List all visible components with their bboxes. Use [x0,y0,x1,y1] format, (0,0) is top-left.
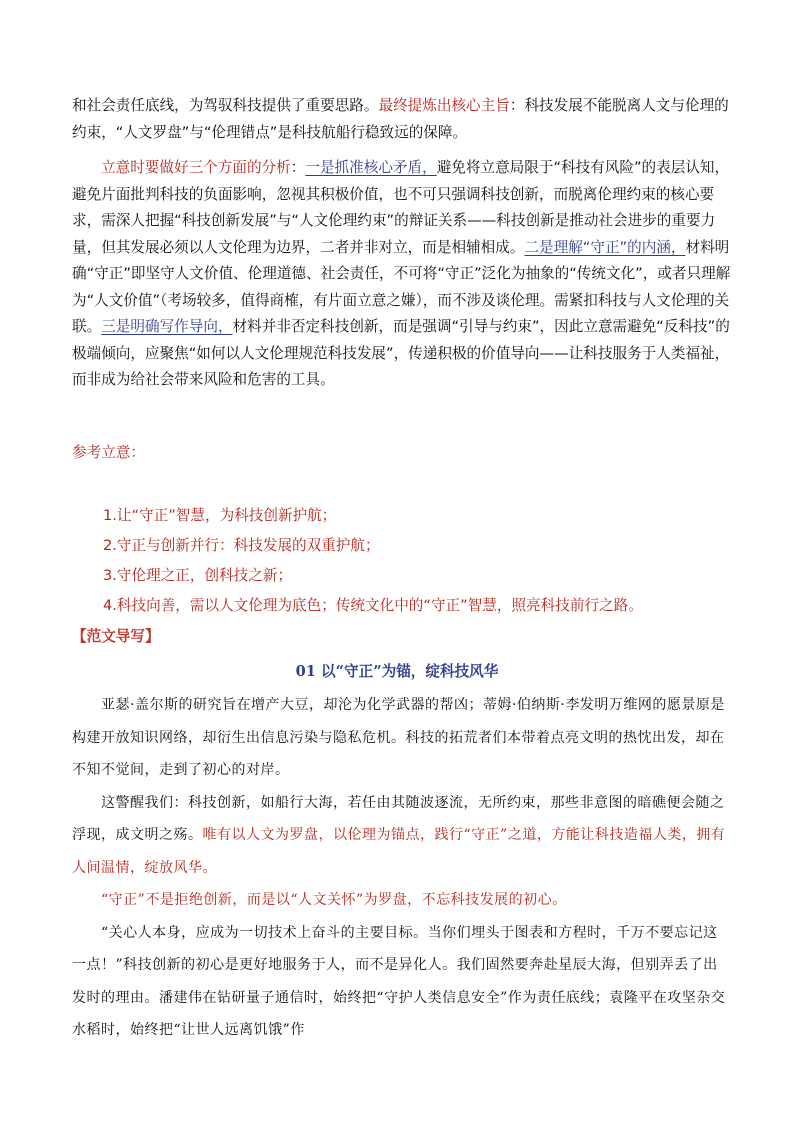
essay-thesis: 唯有以人文为罗盘，以伦理为锚点，践行“守正”之道，方能让科技造福人类，拥有人间温情，绽放风华。 [72,827,726,876]
analysis-lead: 立意时要做好三个方面的分析 [101,159,291,176]
reference-title: 参考立意： [72,444,145,461]
analysis-point-1-label: 一是抓准核心矛盾， [305,159,437,176]
essay-paragraph-4: “关心人本身，应成为一切技术上奋斗的主要目标。当你们埋头于图表和方程时，千万不要忘记这一点！”科技创新的初心是更好地服务于人，而不是异化人。我们固然要奔赴星辰大海，但别弄丢了出发时的理由。潘建伟在钻研量子通信时，始终把“守护人类信息安全”作为责任底线；袁隆平在攻坚杂交水稻时，始终把“让世人远离饥饿”作 [72,924,726,1038]
intro-core-theme-label: 最终提炼出核心主旨 [378,97,510,114]
reference-item: 1.让“守正”智慧，为科技创新护航； [103,507,337,524]
analysis-point-3-text: 材料并非否定科技创新，而是强调“引导与约束”，因此立意需避免“反科技”的极端倾向，应聚焦“如何以人文伦理规范科技发展”，传递积极的价值导向——让科技服务于人类福祉，而非成为给社会带来风险和危害的工具。 [72,318,730,388]
analysis-point-2-label: 二是理解“守正”的内涵， [524,238,686,256]
intro-text-b: ：科技发展不能脱离人文与伦理的约束，“人文罗盘”与“伦理错点”是科技航船行稳致远的保障。 [72,97,729,141]
reference-list [103,501,643,621]
analysis-colon: ： [290,159,306,176]
reference-item: 2.守正与创新并行：科技发展的双重护航； [103,537,380,554]
reference-item: 4.科技向善，需以人文伦理为底色；传统文化中的“守正”智慧，照亮科技前行之路。 [103,597,643,614]
intro-text-a: 和社会责任底线，为驾驭科技提供了重要思路。 [72,97,379,114]
analysis-paragraph [72,155,732,394]
essay-title: 01 以“守正”为锚，绽科技风华 [295,663,499,680]
analysis-point-1-text: 避免将立意局限于“科技有风险”的表层认知，避免片面批判科技的负面影响，忽视其积极价值，也不可只强调科技创新，而脱离伦理约束的核心要求，需深人把握“科技创新发展”与“人文伦理约束”的辩证关系——科技创新是推动社会进步的重要力量，但其发展必须以人文伦理为边界，二者并非对立，而是相辅相成。 [72,159,730,256]
reference-item: 3.守伦理之正，创科技之新； [103,567,293,584]
section-tag: 【范文导写】 [72,628,160,645]
essay-paragraph-3: “守正”不是拒绝创新，而是以“人文关怀”为罗盘，不忘科技发展的初心。 [101,892,567,908]
intro-paragraph [72,93,732,146]
essay-paragraph-1: 亚瑟·盖尔斯的研究旨在增产大豆，却沦为化学武器的帮凶；蒂姆·伯纳斯·李发明万维网的愿景原是构建开放知识网络，却衍生出信息污染与隐私危机。科技的拓荒者们本带着点亮文明的热忱出发，却在不知不觉间，走到了初心的对岸。 [72,697,725,778]
essay-body [72,689,732,1047]
essay-paragraph-2 [72,787,732,885]
essay-paragraph-2-text: 这警醒我们：科技创新，如船行大海，若任由其随波逐流，无所约束，那些非意图的暗礁便会随之浮现，成文明之殇。 [72,794,725,843]
analysis-point-2-text: 材料明确“守正”即坚守人文价值、伦理道德、社会责任，不可将“守正”泛化为抽象的“传统文化”，或者只理解为“人文价值”（考场较多，值得商榷，有片面立意之嫌），而不涉及谈伦理。需紧扣科技与人文伦理的关联。 [72,238,731,335]
analysis-point-3-label: 三是明确写作导向， [101,318,233,335]
